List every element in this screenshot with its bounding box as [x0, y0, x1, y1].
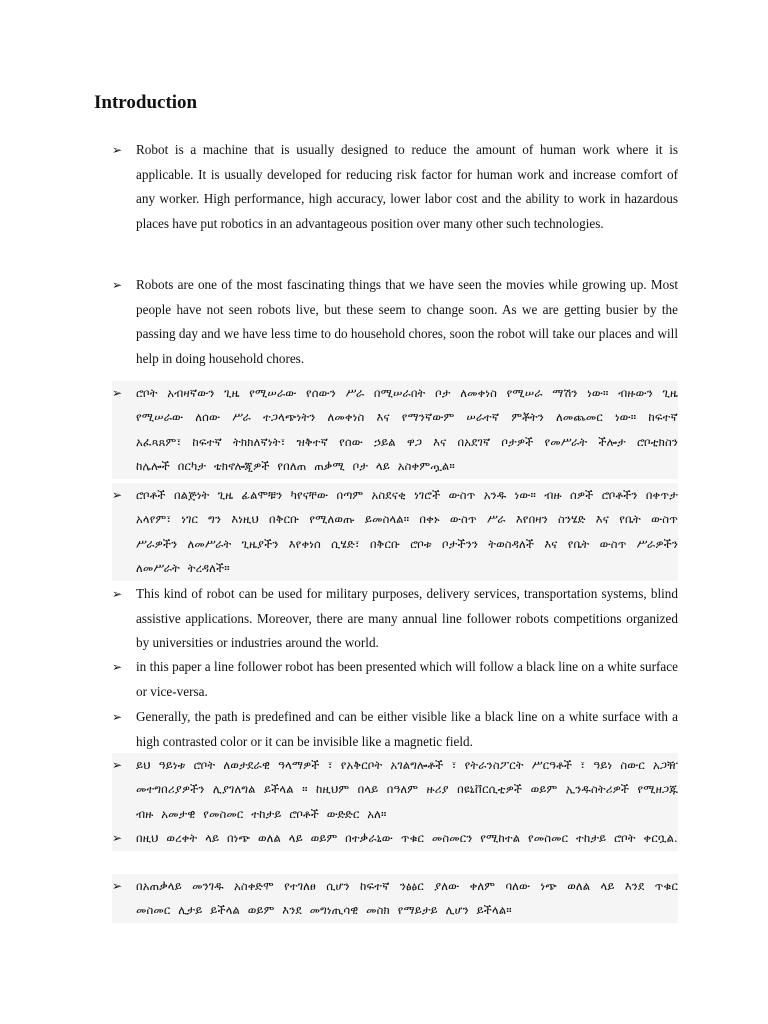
list-item — [112, 874, 678, 923]
list-item — [112, 655, 678, 704]
section-heading: Introduction — [94, 92, 198, 113]
list-item — [112, 826, 678, 851]
arrow-bullet-icon: ➢ — [112, 278, 123, 292]
list-item — [112, 705, 678, 754]
list-item — [112, 753, 678, 826]
list-item — [112, 483, 678, 581]
list-item — [112, 138, 678, 236]
arrow-bullet-icon: ➢ — [112, 710, 123, 724]
arrow-bullet-icon: ➢ — [112, 386, 123, 400]
arrow-bullet-icon: ➢ — [112, 831, 123, 845]
arrow-bullet-icon: ➢ — [112, 587, 123, 601]
arrow-bullet-icon: ➢ — [112, 143, 123, 157]
list-item-text: Robots are one of the most fascinating things that we have seen the movies while growing up. Most people have not seen robots live, but these seem to change soon. As we are getting busier by the passing day and we have less time to do household chores, soon the robot will take our places and will help in doing household chores. — [136, 277, 678, 366]
list-item-text: Generally, the path is predefined and can be either visible like a black line on a white surface with a high contrasted color or it can be invisible like a magnetic field. — [136, 709, 678, 749]
list-item — [112, 582, 678, 656]
list-item-text: በአጠቃላይ መንገዱ አስቀድሞ የተገለፀ ሲሆን ከፍተኛ ንፅፅር ያለው ቀለም ባለው ነጭ ወለል ላይ እንደ ጥቁር መስመር ሊታይ ይችላል ወይም እንደ መግነጢሳዊ መስክ የማይታይ ሊሆን ይችላል። — [136, 879, 678, 918]
list-item-text: ይህ ዓይነቱ ሮቦት ለወታደራዊ ዓላማዎች ፣ የአቅርቦት አገልግሎቶች ፣ የትራንስፖርት ሥርዓቶች ፣ ዓይነ ስውር አጋዥ መተግበሪያዎችን ሊያገለግል ይችላል ። ከዚህም በላይ በዓለም ዙሪያ በዩኒቨርሲቲዎች ወይም ኢንዱስትሪዎች የሚዘጋጁ ብዙ አመታዊ የመስመር ተከታይ ሮቦቶች ውድድር አለ። — [136, 758, 678, 821]
list-item-text: ሮቦቶች በልጅነት ጊዜ ፊልሞቹን ካየናቸው በጣም አስደናቂ ነገሮች ውስጥ አንዱ ነው። ብዙ ሰዎች ሮቦቶችን በቀጥታ አላየም፣ ነገር ግን እነዚህ በቅርቡ የሚለወጡ ይመስላል። በቀኑ ውስጥ ሥራ እየበዛን ስንሄድ እና የቤት ውስጥ ሥራዎችን ለመሥራት ጊዜያችን እየቀነሰ ሲሄድ፣ በቅርቡ ሮቦቱ ቦታችንን ትወስዳለች እና የቤት ውስጥ ሥራዎችን ለመሥራት ትረዳለች። — [136, 488, 678, 576]
arrow-bullet-icon: ➢ — [112, 660, 123, 674]
arrow-bullet-icon: ➢ — [112, 879, 123, 893]
list-item-text: በዚህ ወረቀት ላይ በነጭ ወለል ላይ ወይም በተቃራኒው ጥቁር መስመርን የሚከተል የመስመር ተከታይ ሮቦት ቀርቧል. — [136, 831, 678, 845]
list-item — [112, 381, 678, 479]
list-item — [112, 273, 678, 371]
list-item-text: Robot is a machine that is usually designed to reduce the amount of human work where it is applicable. It is usually developed for reducing risk factor for human work and increase comfort of any worker. High performance, high accuracy, lower labor cost and the ability to work in hazardous places have put robotics in an advantageous position over many other such technologies. — [136, 142, 678, 231]
arrow-bullet-icon: ➢ — [112, 758, 123, 772]
list-item-text: ሮቦት አብዛኛውን ጊዜ የሚሠራው የሰውን ሥራ በሚሠራበት ቦታ ለመቀነስ የሚሠራ ማሽን ነው። ብዙውን ጊዜ የሚሠራው ለሰው ሥራ ተጋላጭነትን ለመቀነስ እና የማንኛውም ሠራተኛ ምቾትን ለመጨመር ነው። ከፍተኛ አፈጻጸም፣ ከፍተኛ ትክክለኛነት፣ ዝቅተኛ የሰው ኃይል ዋጋ እና በአደገኛ ቦታዎች የመሥራት ችሎታ ሮቦቲክስን ከሌሎች በርካታ ቴክኖሎጂዎች የበለጠ ጠቃሚ ቦታ ላይ አስቀምጧል። — [136, 386, 678, 474]
list-item-text: This kind of robot can be used for military purposes, delivery services, transportation systems, blind assistive applications. Moreover, there are many annual line follower robots competitions organized by universities or industries around the world. — [136, 586, 678, 651]
list-item-text: in this paper a line follower robot has been presented which will follow a black line on a white surface or vice-versa. — [136, 659, 678, 699]
arrow-bullet-icon: ➢ — [112, 488, 123, 502]
